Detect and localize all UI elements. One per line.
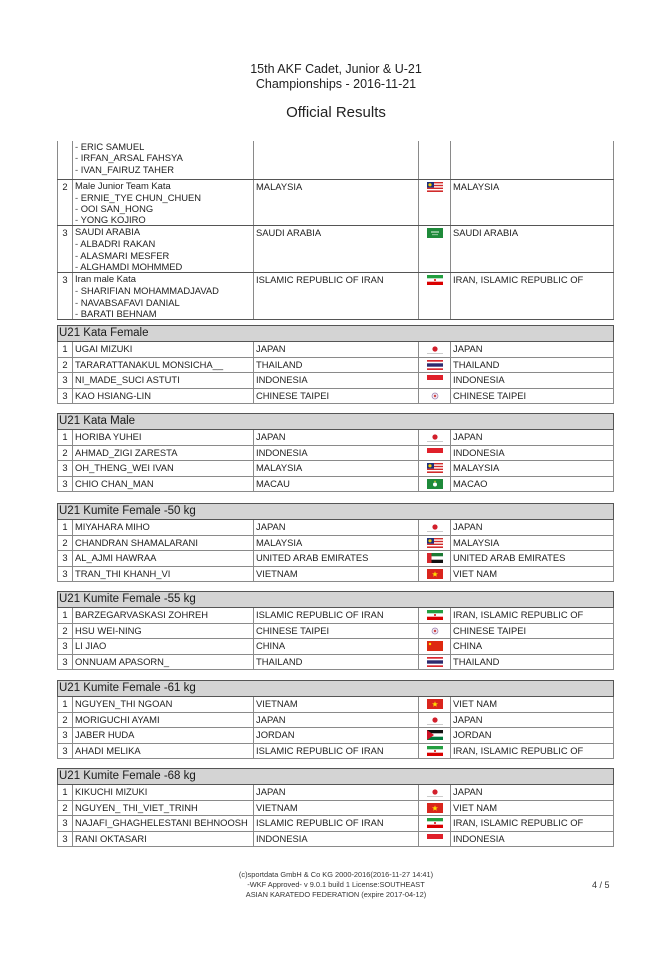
category-table [57,413,614,492]
flag-cell [419,535,451,551]
athlete-name: TRAN_THI KHANH_VI [73,566,254,582]
country-cell: INDONESIA [254,445,419,461]
flag-cell [419,816,451,832]
rank-cell: 2 [58,623,73,639]
team-member: - IVAN_FAIRUZ TAHER [75,164,253,175]
country-cell: MALAYSIA [254,179,419,226]
country-cell: JAPAN [254,342,419,358]
result-row [58,816,614,832]
team-row [58,226,614,273]
category-table [57,768,614,847]
country-name-cell: JORDAN [451,728,614,744]
country-name-cell: CHINA [451,639,614,655]
category-title: U21 Kumite Female -55 kg [58,592,614,608]
flag-cell [419,273,451,320]
country-cell: ISLAMIC REPUBLIC OF IRAN [254,816,419,832]
team-cell [73,179,254,226]
country-name-cell: IRAN, ISLAMIC REPUBLIC OF [451,273,614,320]
result-row [58,566,614,582]
country-name-cell: MALAYSIA [451,535,614,551]
iran-flag-icon [427,275,443,285]
rank-cell: 1 [58,520,73,536]
result-row [58,608,614,624]
athlete-name: AHMAD_ZIGI ZARESTA [73,445,254,461]
country-cell: SAUDI ARABIA [254,226,419,273]
athlete-name: KAO HSIANG-LIN [73,388,254,404]
event-title-line2: Championships - 2016-11-21 [255,77,417,91]
vietnam-flag-icon [427,803,443,813]
country-cell: CHINESE TAIPEI [254,623,419,639]
result-row [58,357,614,373]
country-cell: ISLAMIC REPUBLIC OF IRAN [254,273,419,320]
saudi-arabia-flag-icon [427,228,443,238]
country-cell: ISLAMIC REPUBLIC OF IRAN [254,608,419,624]
rank-cell: 3 [58,566,73,582]
rank-cell: 1 [58,785,73,801]
malaysia-flag-icon [427,538,443,548]
country-name-cell: VIET NAM [451,697,614,713]
country-cell: JAPAN [254,520,419,536]
athlete-name: NGUYEN_THI NGOAN [73,697,254,713]
athlete-name: NI_MADE_SUCI ASTUTI [73,373,254,389]
country-cell: MACAU [254,476,419,492]
result-row [58,388,614,404]
category-header [58,681,614,697]
team-member: - BARATI BEHNAM [75,308,253,319]
athlete-name: JABER HUDA [73,728,254,744]
team-row [58,141,614,179]
category-header [58,592,614,608]
team-cell [73,141,254,179]
country-cell: VIETNAM [254,800,419,816]
athlete-name: ONNUAM APASORN_ [73,654,254,670]
result-row [58,831,614,847]
rank-cell: 2 [58,712,73,728]
rank-cell [58,141,73,179]
team-member: - ERNIE_TYE CHUN_CHUEN [75,192,253,203]
rank-cell: 1 [58,342,73,358]
flag-cell [419,141,451,179]
country-name-cell: IRAN, ISLAMIC REPUBLIC OF [451,816,614,832]
athlete-name: MORIGUCHI AYAMI [73,712,254,728]
country-name-cell: IRAN, ISLAMIC REPUBLIC OF [451,743,614,759]
iran-flag-icon [427,610,443,620]
country-name-cell: JAPAN [451,712,614,728]
uae-flag-icon [427,553,443,563]
flag-cell [419,566,451,582]
vietnam-flag-icon [427,699,443,709]
flag-cell [419,520,451,536]
rank-cell: 1 [58,697,73,713]
country-name-cell [451,141,614,179]
flag-cell [419,728,451,744]
rank-cell: 2 [58,445,73,461]
result-row [58,654,614,670]
category-title: U21 Kata Female [58,326,614,342]
country-name-cell: MALAYSIA [451,461,614,477]
athlete-name: AL_AJMI HAWRAA [73,551,254,567]
team-name: SAUDI ARABIA [75,226,141,238]
country-name-cell: SAUDI ARABIA [451,226,614,273]
rank-cell: 1 [58,430,73,446]
flag-cell [419,373,451,389]
country-name-cell: CHINESE TAIPEI [451,623,614,639]
country-cell: MALAYSIA [254,535,419,551]
team-cell [73,226,254,273]
result-row [58,476,614,492]
macao-flag-icon [427,479,443,489]
iran-flag-icon [427,818,443,828]
rank-cell: 3 [58,388,73,404]
result-row [58,800,614,816]
country-cell: VIETNAM [254,566,419,582]
footer-credits [200,870,472,900]
country-name-cell: INDONESIA [451,373,614,389]
flag-cell [419,430,451,446]
athlete-name: HORIBA YUHEI [73,430,254,446]
team-row [58,179,614,226]
country-name-cell: VIET NAM [451,800,614,816]
malaysia-flag-icon [427,182,443,192]
flag-cell [419,743,451,759]
flag-cell [419,800,451,816]
japan-flag-icon [427,787,443,797]
country-cell: JAPAN [254,785,419,801]
country-cell: JAPAN [254,430,419,446]
result-row [58,430,614,446]
rank-cell: 3 [58,373,73,389]
team-member: - ALBADRI RAKAN [75,238,253,249]
country-cell: JAPAN [254,712,419,728]
chinese-taipei-flag-icon [427,626,443,636]
japan-flag-icon [427,432,443,442]
country-cell: VIETNAM [254,697,419,713]
result-row [58,743,614,759]
flag-cell [419,785,451,801]
country-cell: MALAYSIA [254,461,419,477]
result-row [58,639,614,655]
rank-cell: 3 [58,816,73,832]
athlete-name: LI JIAO [73,639,254,655]
category-header [58,769,614,785]
japan-flag-icon [427,715,443,725]
country-name-cell: INDONESIA [451,831,614,847]
result-row [58,785,614,801]
rank-cell: 2 [58,357,73,373]
result-row [58,342,614,358]
result-row [58,461,614,477]
iran-flag-icon [427,746,443,756]
category-header [58,414,614,430]
team-results-table [57,141,614,320]
country-name-cell: INDONESIA [451,445,614,461]
country-name-cell: THAILAND [451,357,614,373]
team-member: - YONG KOJIRO [75,214,253,225]
athlete-name: AHADI MELIKA [73,743,254,759]
country-name-cell: JAPAN [451,430,614,446]
rank-cell: 3 [58,551,73,567]
team-member: - ALGHAMDI MOHMMED [75,261,253,272]
flag-cell [419,639,451,655]
rank-cell: 1 [58,608,73,624]
flag-cell [419,461,451,477]
result-row [58,712,614,728]
team-member: - ALASMARI MESFER [75,250,253,261]
footer-line-1: (c)sportdata GmbH & Co KG 2000-2016(2016-11-27 14:41) [238,870,434,879]
category-title: U21 Kata Male [58,414,614,430]
flag-cell [419,697,451,713]
category-title: U21 Kumite Female -68 kg [58,769,614,785]
team-name: Iran male Kata [75,273,136,285]
country-name-cell: UNITED ARAB EMIRATES [451,551,614,567]
team-member: - OOI SAN_HONG [75,203,253,214]
flag-cell [419,445,451,461]
flag-cell [419,357,451,373]
category-header [58,326,614,342]
country-cell: ISLAMIC REPUBLIC OF IRAN [254,743,419,759]
country-cell: INDONESIA [254,831,419,847]
result-row [58,551,614,567]
flag-cell [419,654,451,670]
rank-cell: 2 [58,179,73,226]
page-number: 4 / 5 [592,880,610,890]
athlete-name: BARZEGARVASKASI ZOHREH [73,608,254,624]
country-cell: UNITED ARAB EMIRATES [254,551,419,567]
indonesia-flag-icon [427,375,443,385]
rank-cell: 3 [58,226,73,273]
country-name-cell: THAILAND [451,654,614,670]
result-row [58,623,614,639]
category-header [58,504,614,520]
flag-cell [419,226,451,273]
country-cell: THAILAND [254,654,419,670]
footer-line-2: -WKF Approved- v 9.0.1 build 1 License:SOUTHEAST [247,880,425,889]
country-name-cell: MACAO [451,476,614,492]
athlete-name: CHANDRAN SHAMALARANI [73,535,254,551]
category-table [57,503,614,582]
flag-cell [419,476,451,492]
athlete-name: NGUYEN_ THI_VIET_TRINH [73,800,254,816]
indonesia-flag-icon [427,448,443,458]
result-row [58,697,614,713]
category-title: U21 Kumite Female -50 kg [58,504,614,520]
country-name-cell: JAPAN [451,342,614,358]
rank-cell: 3 [58,461,73,477]
page-subtitle: Official Results [286,104,386,121]
result-row [58,728,614,744]
china-flag-icon [427,641,443,651]
vietnam-flag-icon [427,569,443,579]
team-row [58,273,614,320]
country-name-cell: VIET NAM [451,566,614,582]
country-cell [254,141,419,179]
team-name: Male Junior Team Kata [75,179,171,191]
chinese-taipei-flag-icon [427,391,443,401]
country-cell: THAILAND [254,357,419,373]
rank-cell: 2 [58,800,73,816]
thailand-flag-icon [427,657,443,667]
malaysia-flag-icon [427,463,443,473]
country-name-cell: IRAN, ISLAMIC REPUBLIC OF [451,608,614,624]
country-name-cell: JAPAN [451,520,614,536]
team-member: - SHARIFIAN MOHAMMADJAVAD [75,285,253,296]
flag-cell [419,551,451,567]
result-row [58,535,614,551]
event-title-line1: 15th AKF Cadet, Junior & U-21 [250,62,422,76]
category-table [57,325,614,404]
indonesia-flag-icon [427,834,443,844]
team-member: - IRFAN_ARSAL FAHSYA [75,152,253,163]
flag-cell [419,623,451,639]
category-title: U21 Kumite Female -61 kg [58,681,614,697]
flag-cell [419,608,451,624]
country-name-cell: JAPAN [451,785,614,801]
flag-cell [419,831,451,847]
country-cell: JORDAN [254,728,419,744]
rank-cell: 3 [58,273,73,320]
flag-cell [419,342,451,358]
footer-line-3: ASIAN KARATEDO FEDERATION (expire 2017-04-12) [245,890,427,899]
country-cell: CHINA [254,639,419,655]
flag-cell [419,712,451,728]
athlete-name: MIYAHARA MIHO [73,520,254,536]
japan-flag-icon [427,522,443,532]
country-name-cell: CHINESE TAIPEI [451,388,614,404]
athlete-name: OH_THENG_WEI IVAN [73,461,254,477]
team-member: - NAVABSAFAVI DANIAL [75,297,253,308]
team-member: - ERIC SAMUEL [75,141,253,152]
rank-cell: 3 [58,728,73,744]
rank-cell: 2 [58,535,73,551]
athlete-name: CHIO CHAN_MAN [73,476,254,492]
result-row [58,373,614,389]
country-cell: CHINESE TAIPEI [254,388,419,404]
athlete-name: HSU WEI-NING [73,623,254,639]
category-table [57,680,614,759]
japan-flag-icon [427,344,443,354]
team-cell [73,273,254,320]
rank-cell: 3 [58,743,73,759]
thailand-flag-icon [427,360,443,370]
rank-cell: 3 [58,831,73,847]
jordan-flag-icon [427,730,443,740]
flag-cell [419,179,451,226]
country-cell: INDONESIA [254,373,419,389]
result-row [58,520,614,536]
result-row [58,445,614,461]
athlete-name: UGAI MIZUKI [73,342,254,358]
athlete-name: RANI OKTASARI [73,831,254,847]
rank-cell: 3 [58,654,73,670]
category-table [57,591,614,670]
athlete-name: NAJAFI_GHAGHELESTANI BEHNOOSH [73,816,254,832]
athlete-name: KIKUCHI MIZUKI [73,785,254,801]
athlete-name: TARARATTANAKUL MONSICHA__ [73,357,254,373]
country-name-cell: MALAYSIA [451,179,614,226]
rank-cell: 3 [58,639,73,655]
flag-cell [419,388,451,404]
rank-cell: 3 [58,476,73,492]
